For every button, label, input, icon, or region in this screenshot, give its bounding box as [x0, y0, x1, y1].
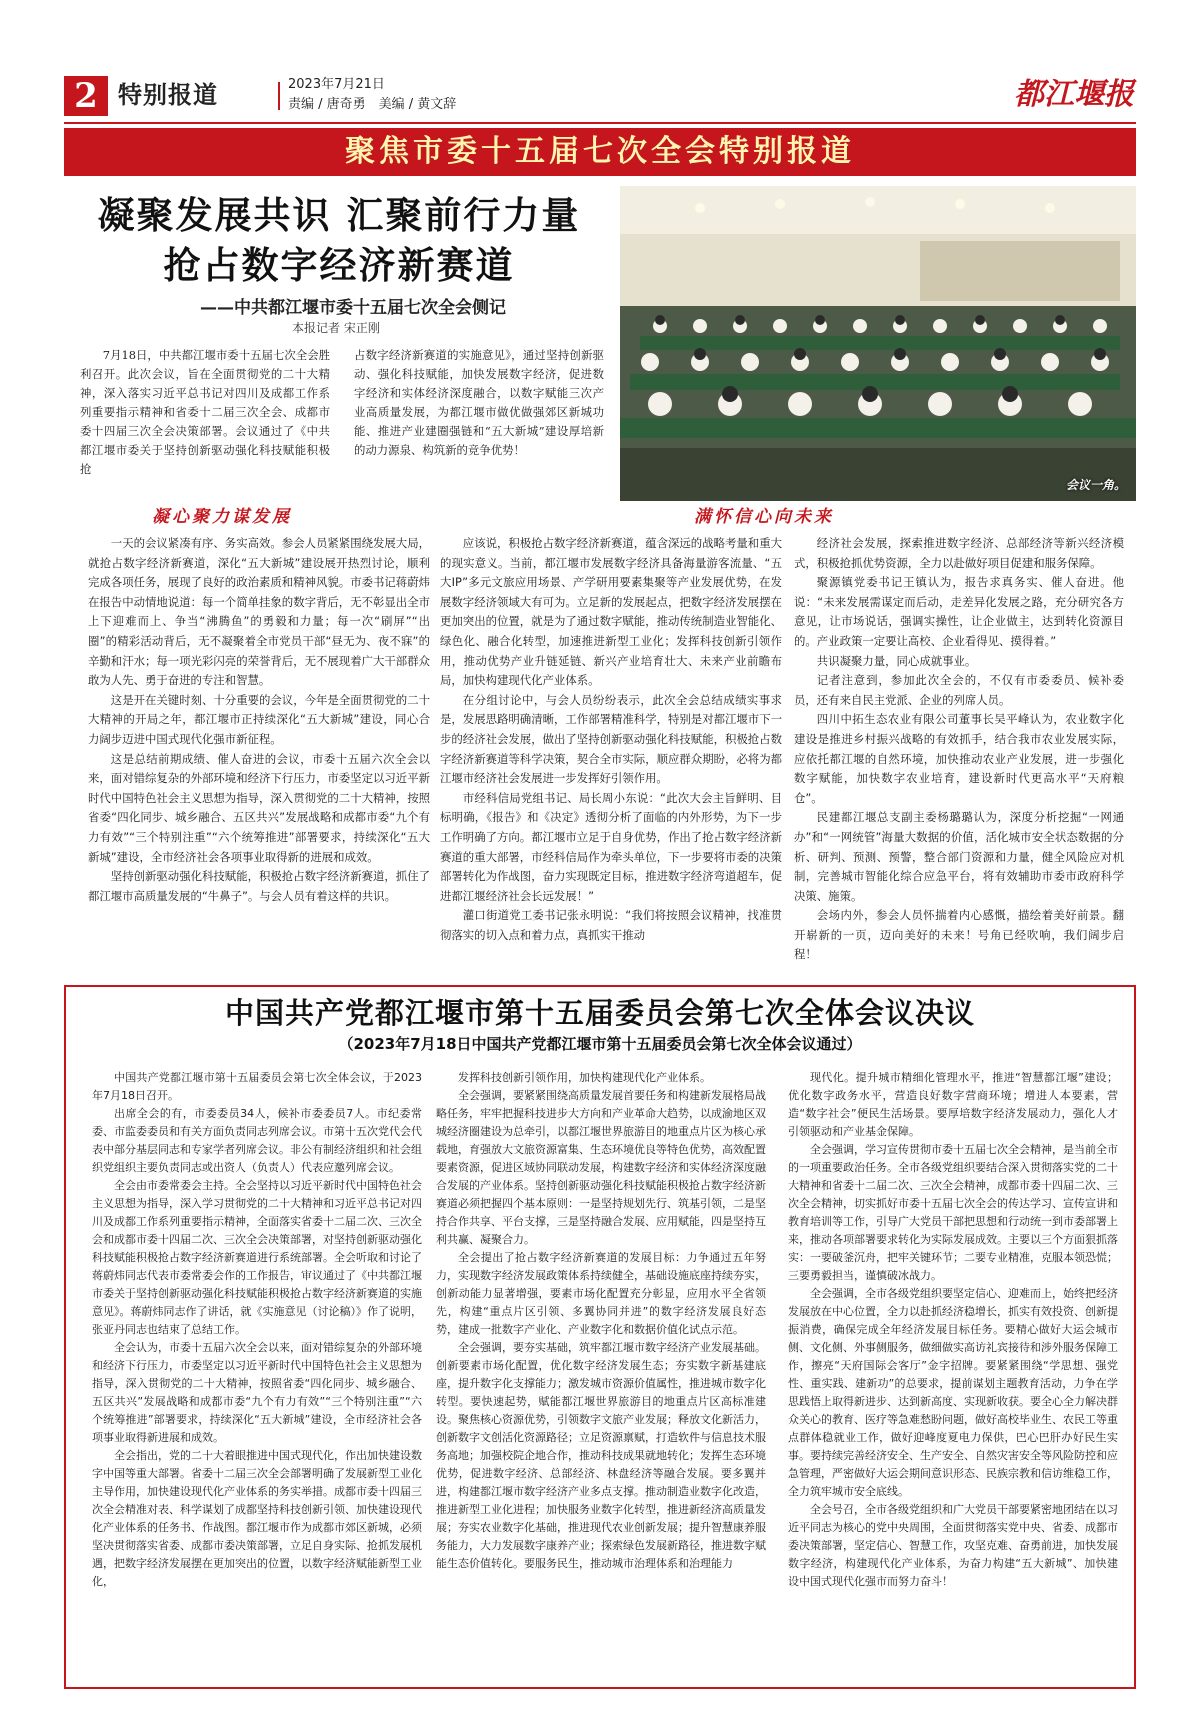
masthead	[64, 70, 1136, 124]
paragraph: 全会由市委常委会主持。全会坚持以习近平新时代中国特色社会主义思想为指导，深入学习贯彻党的二十大精神和习近平总书记对四川及成都工作系列重要指示精神，全面落实省委十二届二次、三次全会和成都市委十四届二次、三次全会决策部署，对坚持创新驱动强化科技赋能积极抢占数字经济新赛道进行系统部署。全会听取和讨论了蒋蔚炜同志代表市委常委会作的工作报告，审议通过了《中共都江堰市委关于坚持创新驱动强化科技赋能积极抢占数字经济新赛道的实施意见》。蒋蔚炜同志作了讲话，就《实施意见（讨论稿）》作了说明，张亚丹同志也结束了总结工作。	[92, 1179, 422, 1336]
paragraph: 灌口街道党工委书记张永明说：“我们将按照会议精神，找准贯彻落实的切入点和着力点，真抓实干推动	[440, 908, 782, 942]
resolution-column-1	[92, 1069, 422, 1591]
photo-caption: 会议一角。	[1065, 478, 1126, 492]
meeting-photo-illustration	[620, 186, 1136, 501]
paragraph: 这是开在关键时刻、十分重要的会议，今年是全面贯彻党的二十大精神的开局之年，都江堰市正持续深化“五大新城”建设，同心合力阔步迈进中国式现代化强市新征程。	[88, 692, 430, 746]
paragraph: 四川中拓生态农业有限公司董事长吴平峰认为，农业数字化建设是推进乡村振兴战略的有效抓手，结合我市农业发展实际，应依托都江堰的自然环境，加快推动农业产业发展，进一步强化数字赋能，加快数字农业培育，建设新时代更高水平“天府粮仓”。	[794, 712, 1124, 805]
paragraph: 这是总结前期成绩、催人奋进的会议，市委十五届六次全会以来，面对错综复杂的外部环境和经济下行压力，市委坚定以习近平新时代中国特色社会主义思想为指导，深入贯彻党的二十大精神，按照省委“四化同步、城乡融合、五区共兴”发展战略和成都市委“九个有力有效”“三个特别注重”“六个统筹推进”部署要求，持续深化“五大新城”建设，全市经济社会各项事业取得新的进展和成效。	[88, 751, 430, 864]
paragraph: 应该说，积极抢占数字经济新赛道，蕴含深远的战略考量和重大的现实意义。当前，都江堰市发展数字经济具备海量游客流量、“五大IP”多元文旅应用场景、产学研用要素集聚等产业发展优势，在发展数字经济领域大有可为。立足新的发展起点，把数字经济发展摆在更加突出的位置，就是为了通过数字赋能，推动传统制造业智能化、绿色化、融合化转型，加速推进新型工业化；发挥科技创新引领作用，推动优势产业升链延链、新兴产业培育壮大、未来产业前瞻布局，加快构建现代化产业体系。	[440, 536, 782, 688]
paragraph: 现代化。提升城市精细化管理水平，推进“智慧都江堰”建设；优化数字政务水平，营造良好数字营商环境；增进人本要素，营造“数字社会”便民生活场景。要厚培数字经济发展动力，强化人才引领驱动和产业基金保障。	[788, 1071, 1118, 1138]
paragraph: 全会强调，要夯实基础，筑牢都江堰市数字经济产业发展基础。创新要素市场化配置，优化数字经济发展生态；夯实数字新基建底座，提升数字化支撑能力；激发城市资源价值属性，推进城市数字化转型。要快速起势，赋能都江堰世界旅游目的地重点片区高标准建设。聚焦核心资源优势，引领数字文旅产业发展；释放文化新活力，创新数字文创活化资源路径；立足资源禀赋，打造软件与信息技术服务高地；加强校院企地合作，推动科技成果就地转化；发挥生态环境优势，促进数字经济、总部经济、林盘经济等融合发展。要多翼并进，构建都江堰市数字经济产业多点支撑。推动制造业数字化改造，推进新型工业化进程；加快服务业数字化转型，推进新经济高质量发展；夯实农业数字化基础，推进现代农业创新发展；提升智慧康养服务能力，大力发展数字康养产业；探索绿色发展新路径，推进数字赋能生态价值转化。要服务民生，推动城市治理体系和治理能力	[436, 1341, 766, 1570]
paragraph: 中国共产党都江堰市第十五届委员会第七次全体会议，于2023年7月18日召开。	[92, 1071, 422, 1102]
paragraph: 全会强调，全市各级党组织要坚定信心、迎难而上，始终把经济发展放在中心位置，全力以赴抓经济稳增长，抓实有效投资、创新提振消费，确保完成全年经济发展目标任务。要精心做好大运会城市侧、文化侧、外事侧服务，做细做实高访礼宾接待和涉外服务保障工作，擦亮“天府国际会客厅”金字招牌。要紧紧围绕“学思想、强党性、重实践、建新功”的总要求，提前谋划主题教育活动，力争在学思践悟上取得新进步、达到新高度、实现新收获。要全心全力解决群众关心的教育、医疗等急难愁盼问题，做好高校毕业生、农民工等重点群体稳就业工作，做好迎峰度夏电力保供，巴心巴肝办好民生实事。要持续完善经济安全、生产安全、自然灾害安全等风险防控和应急管理，严密做好大运会期间意识形态、民族宗教和信访维稳工作，全力筑牢城市安全底线。	[788, 1287, 1118, 1498]
lead-intro-left: 7月18日，中共都江堰市委十五届七次全会胜利召开。此次会议，旨在全面贯彻党的二十大精神，深入落实习近平总书记对四川及成都工作系列重要指示精神和省委十二届三次全会、成都市委十四届三次全会决策部署。会议通过了《中共都江堰市委关于坚持创新驱动强化科技赋能积极抢	[80, 348, 330, 476]
resolution-box	[64, 985, 1136, 1689]
article-column-1	[88, 534, 430, 906]
paragraph: 市经科信局党组书记、局长周小东说：“此次大会主旨鲜明、目标明确，《报告》和《决定》透彻分析了面临的内外形势，为下一步工作明确了方向。都江堰市立足于自身优势，作出了抢占数字经济新赛道的重大部署，市经科信局作为牵头单位，下一步要将市委的决策部署转化为作战图，奋力实现既定目标，推进数字经济弯道超车，促进都江堰经济社会长远发展！”	[440, 790, 782, 903]
resolution-column-2	[436, 1069, 766, 1573]
paragraph: 全会提出了抢占数字经济新赛道的发展目标：力争通过五年努力，实现数字经济发展政策体系持续健全，基础设施底座持续夯实，创新动能力显著增强，要素市场化配置充分彰显，应用水平全省领先，构建“重点片区引领、多翼协同并进”的数字经济发展良好态势，建成一批数字产业化、产业数字化和数据价值化试点示范。	[436, 1251, 766, 1336]
paragraph: 全会指出，党的二十大着眼推进中国式现代化，作出加快建设数字中国等重大部署。省委十二届三次全会部署明确了发展新型工业化主导作用，加快建设现代化产业体系的务实举措。成都市委十四届三次全会精准对表、科学谋划了成都坚持科技创新引领、加快建设现代化产业体系的任务书、作战图。都江堰市作为成都市郊区新城，必须坚决贯彻落实省委、成都市委决策部署，立足自身实际、抢抓发展机遇，把数字经济发展摆在更加突出的位置，以数字经济赋能新型工业化，	[92, 1449, 422, 1588]
paragraph: 会场内外，参会人员怀揣着内心感慨，描绘着美好前景。翻开崭新的一页，迈向美好的未来！号角已经吹响，我们阔步启程！	[794, 908, 1124, 962]
paragraph: 出席全会的有，市委委员34人，候补市委委员7人。市纪委常委、市监委委员和有关方面负责同志列席会议。市第十五次党代会代表中部分基层同志和专家学者列席会议。非公有制经济组织和社会组织党组织主要负责同志或出资人（负责人）代表应邀列席会议。	[92, 1107, 422, 1174]
banner-title: 聚焦市委十五届七次全会特别报道	[345, 134, 855, 169]
headline-line-2: 抢占数字经济新赛道	[163, 243, 515, 287]
lead-headline	[64, 190, 614, 290]
paragraph: 全会强调，学习宣传贯彻市委十五届七次全会精神，是当前全市的一项重要政治任务。全市各级党组织要结合深入贯彻落实党的二十大精神和省委十二届二次、三次全会精神，成都市委十四届二次、三次全会精神，切实抓好市委十五届七次全会的传达学习、宣传宣讲和教育培训等工作，引导广大党员干部把思想和行动统一到市委部署上来，推动各项部署要求转化为实际发展成效。主要以三个方面狠抓落实：一要破釜沉舟，把牢关键环节；二要专业精准，克服本领恐慌；三要勇毅担当，谨慎破冰战力。	[788, 1143, 1118, 1282]
paragraph: 共识凝聚力量，同心成就事业。	[816, 653, 977, 668]
paragraph: 全会号召，全市各级党组织和广大党员干部要紧密地团结在以习近平同志为核心的党中央周围，全面贯彻落实党中央、省委、成都市委决策部署，坚定信心、智慧工作，攻坚克难、奋勇前进，加快发展数字经济，构建现代化产业体系，为奋力构建“五大新城”、加快建设中国式现代化强市而努力奋斗！	[788, 1503, 1118, 1588]
headline-line-1: 凝聚发展共识 汇聚前行力量	[97, 193, 581, 237]
issue-date: 2023年7月21日	[288, 77, 385, 92]
newspaper-logo: 都江堰报	[1014, 77, 1134, 112]
masthead-divider	[278, 82, 280, 110]
editors-line: 责编 / 唐奇勇 美编 / 黄文辞	[288, 97, 457, 112]
subhead-right: 满怀信心向未来	[694, 507, 834, 527]
paragraph: 全会强调，要紧紧围绕高质量发展首要任务和构建新发展格局战略任务，牢牢把握科技进步大方向和产业革命大趋势，以成渝地区双城经济圈建设为总牵引，以都江堰世界旅游目的地重点片区为核心承载地，育强放大文旅资源富集、生态环境优良等特色优势，高效配置要素资源，促进区域协同联动发展，构建数字经济和实体经济深度融合发展的产业体系。坚持创新驱动强化科技赋能积极抢占数字经济新赛道必须把握四个基本原则：一是坚持规划先行、筑基引领，二是坚持合作共享、平台支撑，三是坚持融合发展、应用赋能，四是坚持互利共赢、凝聚合力。	[436, 1089, 766, 1246]
paragraph: 经济社会发展，探索推进数字经济、总部经济等新兴经济模式，积极抢抓优势资源，全力以赴做好项目促建和服务保障。	[794, 536, 1124, 570]
lead-intro-right: 占数字经济新赛道的实施意见》，通过坚持创新驱动、强化科技赋能，加快发展数字经济，促进数字经济和实体经济深度融合，以数字赋能三次产业高质量发展，为都江堰市做优做强郊区新城功能、推进产业建圈强链和“五大新城”建设厚培新的动力源泉、构筑新的竞争优势！	[354, 348, 604, 457]
subhead-left: 凝心聚力谋发展	[152, 507, 292, 527]
paragraph: 一天的会议紧凑有序、务实高效。参会人员紧紧围绕发展大局，就抢占数字经济新赛道，深化“五大新城”建设展开热烈讨论，顺利完成各项任务，展现了良好的政治素质和精神风貌。市委书记蒋蔚炜在报告中动情地说道：每一个简单挂象的数字背后，无不彰显出全市上下迎难而上、争当“沸腾鱼”的勇毅和力量；每一次“刷屏”“出圈”的精彩活动背后，无不凝聚着全市党员干部“昼无为、夜不寐”的辛勤和汗水；每一项光彩闪亮的荣誉背后，无不展现着广大干部群众敢为人先、勇于奋进的专注和智慧。	[88, 536, 430, 688]
article-column-2	[440, 534, 782, 945]
special-report-banner	[64, 128, 1136, 176]
meeting-photo	[620, 186, 1136, 501]
byline: 本报记者 宋正刚	[292, 321, 380, 335]
resolution-title: 中国共产党都江堰市第十五届委员会第七次全体会议决议	[224, 996, 975, 1030]
paragraph: 记者注意到，参加此次全会的，不仅有市委委员、候补委员，还有来自民主党派、企业的列席人员。	[794, 673, 1124, 707]
paragraph: 在分组讨论中，与会人员纷纷表示，此次全会总结成绩实事求是，发展思路明确清晰，工作部署精准科学，特别是对都江堰市下一步的经济社会发展，做出了坚持创新驱动强化科技赋能，积极抢占数字经济新赛道等科学决策，契合全市实际，顺应群众期盼，必将为都江堰市经济社会发展进一步发挥好引领作用。	[440, 692, 782, 786]
paragraph: 坚持创新驱动强化科技赋能，积极抢占数字经济新赛道，抓住了都江堰市高质量发展的“牛鼻子”。与会人员有着这样的共识。	[88, 869, 430, 903]
paragraph: 民建都江堰总支副主委杨璐璐认为，深度分析挖掘“一网通办”和“一网统管”海量大数据的价值，活化城市安全状态数据的分析、研判、预测、预警，整合部门资源和力量，健全风险应对机制，完善城市智能化综合应急平台，将有效辅助市委市政府科学决策、施策。	[794, 810, 1124, 903]
paragraph: 发挥科技创新引领作用，加快构建现代化产业体系。	[458, 1071, 711, 1084]
page-number: 2	[64, 76, 108, 116]
lead-subtitle: ——中共都江堰市委十五届七次全会侧记	[200, 298, 506, 318]
section-name: 特别报道	[118, 81, 218, 109]
article-column-3	[794, 534, 1124, 965]
paragraph: 聚源镇党委书记王镇认为，报告求真务实、催人奋进。他说：“未来发展需谋定而后动，走差异化发展之路，充分研究各方意见，让市场说话，强调实操性，让企业做主，达到转化资源目的。产业政策一定要让高校、企业看得见、摸得着。”	[794, 575, 1124, 648]
paragraph: 全会认为，市委十五届六次全会以来，面对错综复杂的外部环境和经济下行压力，市委坚定以习近平新时代中国特色社会主义思想为指导，深入贯彻党的二十大精神，按照省委“四化同步、城乡融合、五区共兴”发展战略和成都市委“九个有力有效”“三个特别注重”“六个统筹推进”部署要求，持续深化“五大新城”建设，全市经济社会各项事业取得新进展和成效。	[92, 1341, 422, 1444]
resolution-subtitle: （2023年7月18日中国共产党都江堰市第十五届委员会第七次全体会议通过）	[338, 1035, 862, 1053]
resolution-column-3	[788, 1069, 1118, 1591]
